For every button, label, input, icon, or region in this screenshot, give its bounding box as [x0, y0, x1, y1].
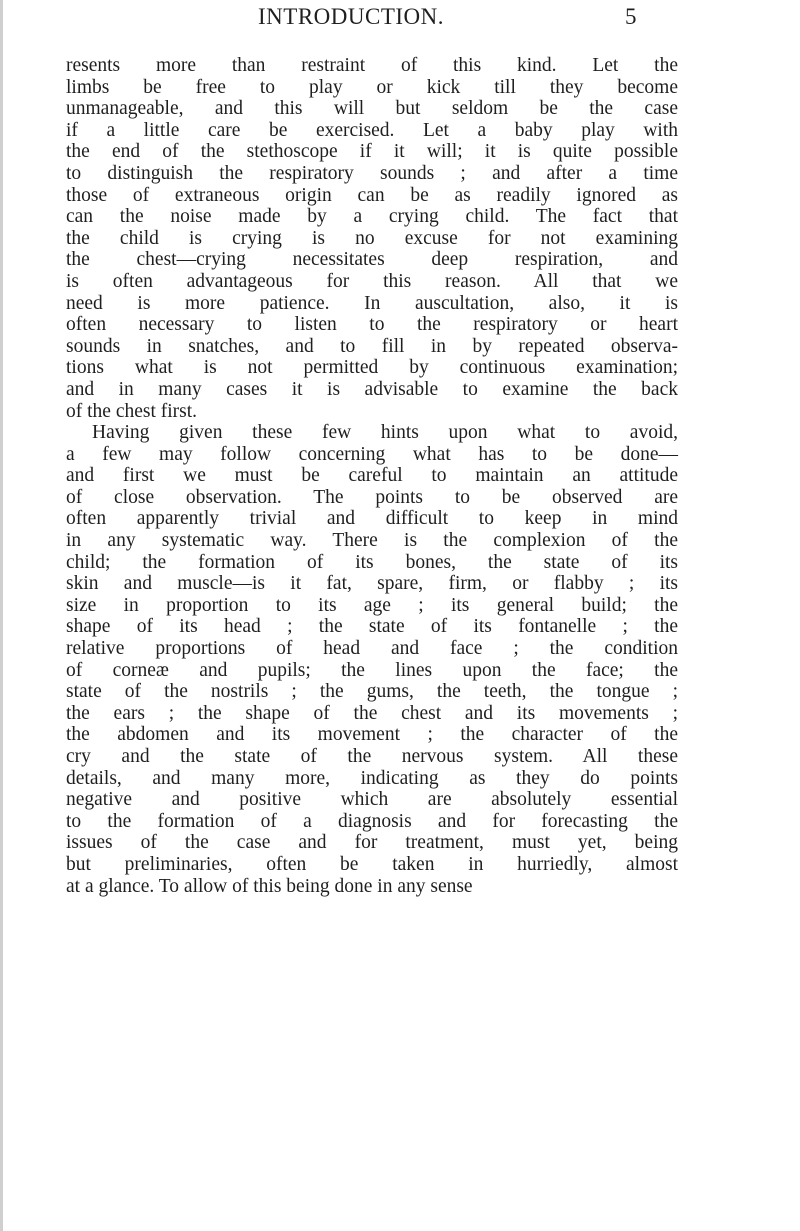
- text-line: the chest—crying necessitates deep respiration, and: [66, 249, 678, 271]
- text-line: in any systematic way. There is the complexion of the: [66, 530, 678, 552]
- text-line: if a little care be exercised. Let a baby play with: [66, 119, 678, 141]
- page-number: 5: [625, 4, 637, 29]
- text-line: often apparently trivial and difficult to keep in mind: [66, 508, 678, 530]
- text-line: shape of its head ; the state of its fontanelle ; the: [66, 616, 678, 638]
- text-line: need is more patience. In auscultation, also, it is: [66, 292, 678, 314]
- text-line: but preliminaries, often be taken in hurriedly, almost: [66, 853, 678, 875]
- text-line: the end of the stethoscope if it will; it is quite possible: [66, 141, 678, 163]
- body-text: [66, 55, 678, 897]
- page-binding-edge: [0, 0, 3, 1231]
- text-line: the ears ; the shape of the chest and its movements ;: [66, 702, 678, 724]
- text-line: the child is crying is no excuse for not examining: [66, 227, 678, 249]
- text-line: can the noise made by a crying child. The fact that: [66, 206, 678, 228]
- running-head: INTRODUCTION.: [258, 4, 445, 29]
- text-line: cry and the state of the nervous system. All these: [66, 746, 678, 767]
- text-line: relative proportions of head and face ; the condition: [66, 638, 678, 660]
- text-line: those of extraneous origin can be as readily ignored as: [66, 184, 678, 206]
- text-line: the abdomen and its movement ; the character of the: [66, 724, 678, 746]
- page-header: [68, 4, 668, 36]
- text-line: unmanageable, and this will but seldom be the case: [66, 98, 678, 120]
- text-line: details, and many more, indicating as they do points: [66, 767, 678, 789]
- text-line: limbs be free to play or kick till they become: [66, 76, 678, 98]
- text-line: often necessary to listen to the respiratory or heart: [66, 314, 678, 336]
- text-line: state of the nostrils ; the gums, the teeth, the tongue ;: [66, 681, 678, 703]
- text-line: to the formation of a diagnosis and for forecasting the: [66, 810, 678, 832]
- text-line: negative and positive which are absolutely essential: [66, 789, 678, 811]
- text-line: of close observation. The points to be observed are: [66, 486, 678, 508]
- text-line: is often advantageous for this reason. All that we: [66, 270, 678, 292]
- text-line: at a glance. To allow of this being done in any sense: [66, 875, 473, 897]
- text-line: tions what is not permitted by continuous examination;: [66, 357, 678, 379]
- paragraph-start-line: Having given these few hints upon what to avoid,: [92, 422, 678, 444]
- text-line: and in many cases it is advisable to examine the back: [66, 378, 678, 400]
- text-line: to distinguish the respiratory sounds ; and after a time: [66, 162, 678, 184]
- text-line: and first we must be careful to maintain an attitude: [66, 465, 678, 487]
- text-line: of corneæ and pupils; the lines upon the face; the: [66, 659, 678, 681]
- text-line: resents more than restraint of this kind. Let the: [66, 55, 678, 76]
- text-line: issues of the case and for treatment, must yet, being: [66, 832, 678, 854]
- text-line: skin and muscle—is it fat, spare, firm, or flabby ; its: [66, 573, 678, 595]
- text-line: size in proportion to its age ; its general build; the: [66, 594, 678, 616]
- paragraph-end-line: of the chest first.: [66, 400, 198, 422]
- text-line: sounds in snatches, and to fill in by repeated observa-: [66, 335, 678, 357]
- text-line: child; the formation of its bones, the state of its: [66, 551, 678, 573]
- text-line: a few may follow concerning what has to be done—: [66, 443, 678, 465]
